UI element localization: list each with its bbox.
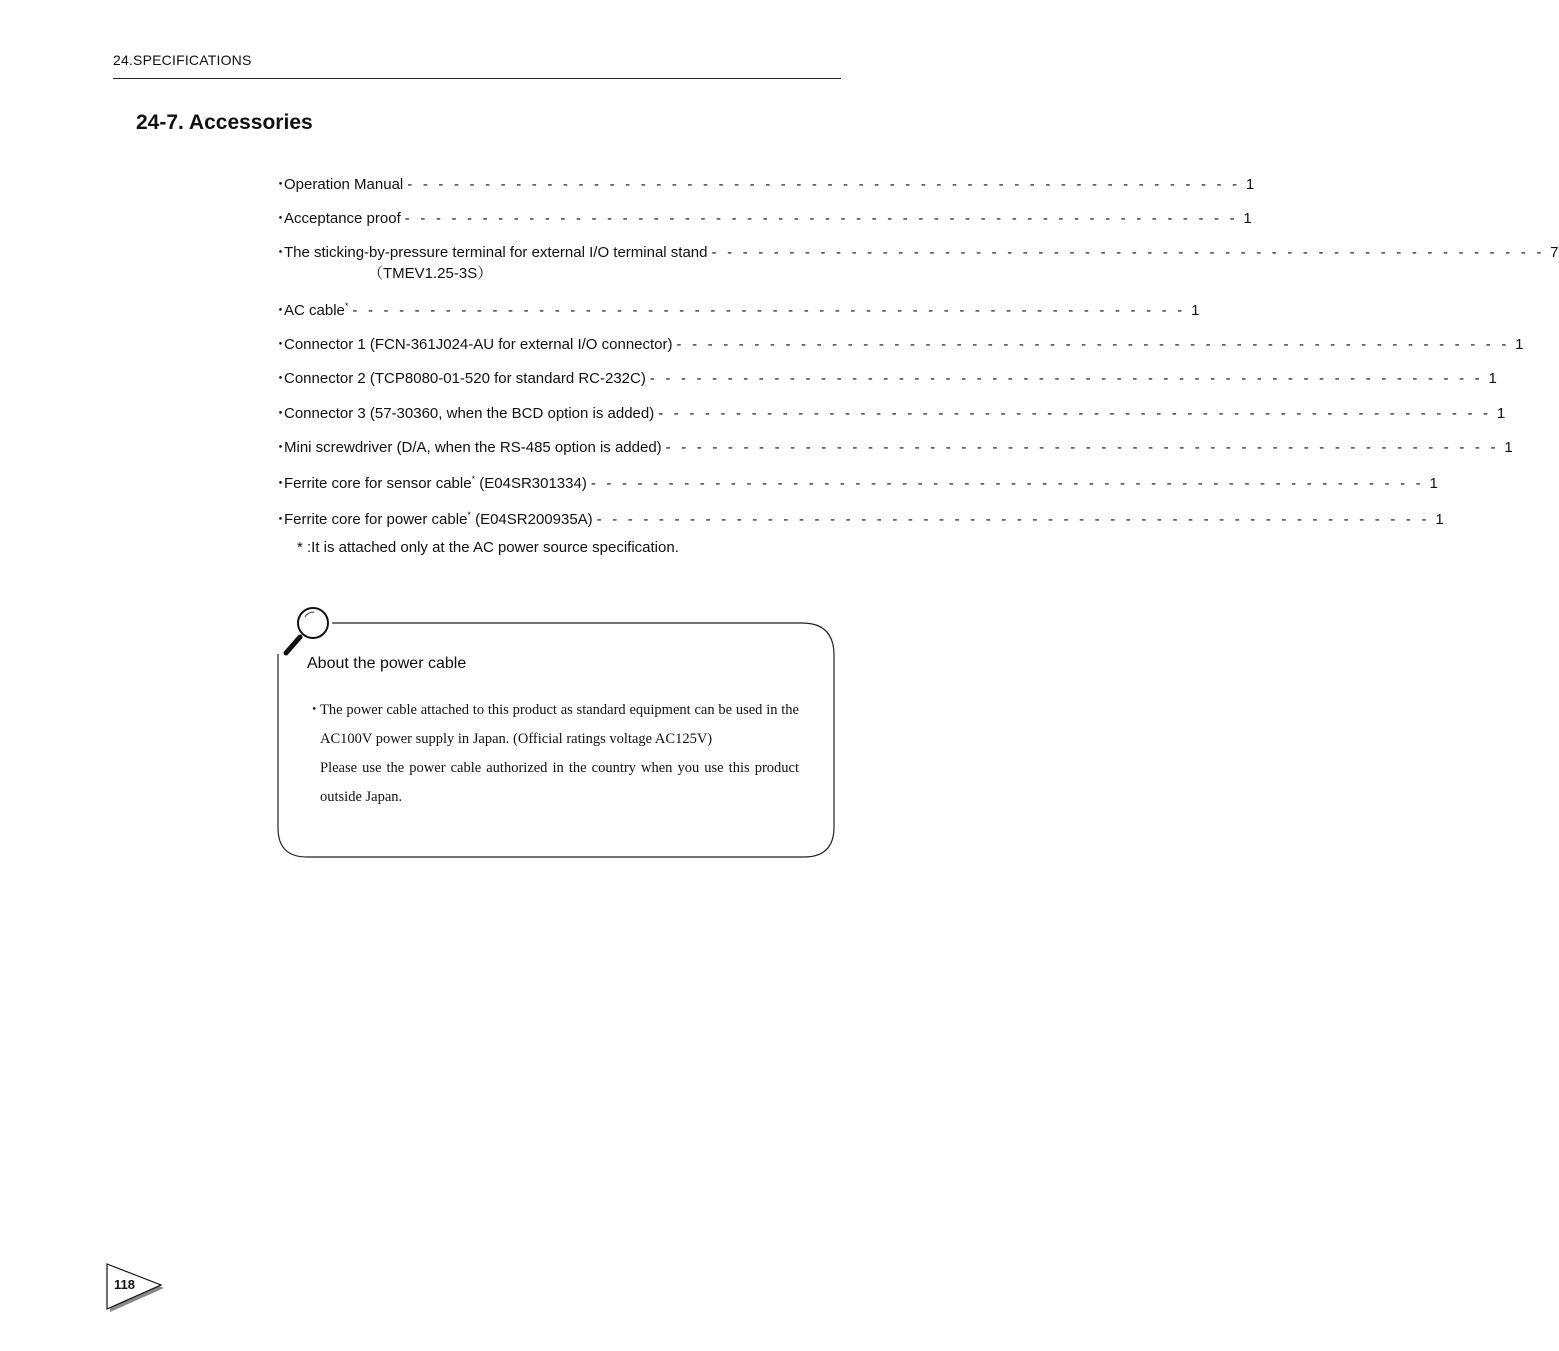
accessory-quantity: 1 bbox=[1488, 370, 1497, 387]
accessory-item bbox=[273, 333, 1524, 353]
accessory-quantity: 1 bbox=[1496, 405, 1506, 422]
dash-leader: - - - - - - - - - - - - - - - - - - - - - - - - - - - - - - - - - - - - - - - - - - - - - - - - - - - - - - bbox=[711, 244, 1545, 261]
bullet: ・ bbox=[273, 302, 289, 319]
accessory-quantity: 7 bbox=[1550, 244, 1559, 261]
section-title: 24-7. Accessories bbox=[136, 111, 313, 134]
note-paragraph: Please use the power cable authorized in the country when you use this product outside Japan. bbox=[320, 760, 799, 805]
accessory-quantity: 1 bbox=[1191, 302, 1200, 319]
bullet: ・ bbox=[273, 370, 289, 387]
accessory-item bbox=[273, 436, 1513, 456]
dash-leader: - - - - - - - - - - - - - - - - - - - - - - - - - - - - - - - - - - - - - - - - - - - - - - - - - - - - - - bbox=[658, 405, 1492, 422]
accessory-quantity: 1 bbox=[1504, 439, 1513, 456]
accessory-quantity: 1 bbox=[1245, 176, 1255, 193]
bullet: ・ bbox=[273, 405, 289, 422]
page-number: 118 bbox=[114, 1277, 135, 1292]
bullet: ・ bbox=[273, 336, 289, 353]
dash-leader: - - - - - - - - - - - - - - - - - - - - - - - - - - - - - - - - - - - - - - - - - - - - - - - - - - - - - - bbox=[590, 475, 1424, 492]
bullet: ・ bbox=[273, 475, 289, 492]
bullet: ・ bbox=[273, 511, 289, 528]
bullet: ・ bbox=[273, 244, 289, 261]
bullet: ・ bbox=[307, 702, 322, 718]
dash-leader: - - - - - - - - - - - - - - - - - - - - - - - - - - - - - - - - - - - - - - - - - - - - - - - - - - - - - - bbox=[596, 511, 1430, 528]
dash-leader: - - - - - - - - - - - - - - - - - - - - - - - - - - - - - - - - - - - - - - - - - - - - - - - - - - - - - - bbox=[404, 210, 1238, 227]
accessory-label: Acceptance proof bbox=[284, 210, 401, 227]
accessory-quantity: 1 bbox=[1429, 475, 1438, 492]
accessory-label: AC cable* bbox=[284, 301, 349, 319]
accessory-quantity: 1 bbox=[1435, 511, 1444, 528]
footnote: * :It is attached only at the AC power source specification. bbox=[297, 539, 679, 556]
note-heading: About the power cable bbox=[307, 655, 467, 672]
dash-leader: - - - - - - - - - - - - - - - - - - - - - - - - - - - - - - - - - - - - - - - - - - - - - - - - - - - - - - bbox=[407, 176, 1241, 193]
dash-leader: - - - - - - - - - - - - - - - - - - - - - - - - - - - - - - - - - - - - - - - - - - - - - - - - - - - - - - bbox=[676, 336, 1510, 353]
accessory-item bbox=[273, 402, 1506, 422]
accessory-item bbox=[273, 472, 1438, 492]
accessory-label: Connector 2 (TCP8080-01-520 for standard RC-232C) bbox=[284, 370, 646, 387]
note-body bbox=[307, 696, 799, 812]
accessory-subline: （TMEV1.25-3S） bbox=[368, 265, 493, 282]
accessory-label: Ferrite core for power cable* (E04SR200935A) bbox=[284, 510, 593, 528]
accessory-item bbox=[273, 207, 1252, 227]
accessory-label: The sticking-by-pressure terminal for external I/O terminal stand bbox=[284, 244, 708, 261]
accessory-quantity: 1 bbox=[1243, 210, 1252, 227]
accessory-quantity: 1 bbox=[1515, 336, 1524, 353]
note-paragraph bbox=[307, 696, 799, 754]
bullet: ・ bbox=[273, 176, 289, 193]
dash-leader: - - - - - - - - - - - - - - - - - - - - - - - - - - - - - - - - - - - - - - - - - - - - - - - - - - - - - - bbox=[649, 370, 1483, 387]
accessory-item bbox=[273, 367, 1497, 387]
dash-leader: - - - - - - - - - - - - - - - - - - - - - - - - - - - - - - - - - - - - - - - - - - - - - - - - - - - - - - bbox=[352, 302, 1186, 319]
accessory-label: Ferrite core for sensor cable* (E04SR301334) bbox=[284, 474, 587, 492]
magnifier-icon bbox=[277, 602, 337, 662]
bullet: ・ bbox=[273, 210, 289, 227]
accessory-item bbox=[273, 241, 1559, 261]
bullet: ・ bbox=[273, 439, 289, 456]
accessory-item bbox=[273, 508, 1444, 528]
accessory-label: Operation Manual bbox=[284, 176, 404, 193]
note-text: The power cable attached to this product as standard equipment can be used in the AC100V power supply in Japan. (Official ratings voltage AC125V) bbox=[320, 702, 799, 747]
header-rule bbox=[113, 78, 841, 79]
running-header: 24.SPECIFICATIONS bbox=[113, 52, 252, 68]
accessory-item bbox=[273, 299, 1200, 319]
accessory-label: Mini screwdriver (D/A, when the RS-485 option is added) bbox=[284, 439, 662, 456]
note-box bbox=[277, 622, 833, 856]
accessory-label: Connector 1 (FCN-361J024-AU for external I/O connector) bbox=[284, 336, 673, 353]
accessory-item bbox=[273, 173, 1255, 193]
dash-leader: - - - - - - - - - - - - - - - - - - - - - - - - - - - - - - - - - - - - - - - - - - - - - - - - - - - - - - bbox=[665, 439, 1499, 456]
accessory-label: Connector 3 (57-30360, when the BCD option is added) bbox=[284, 405, 655, 422]
